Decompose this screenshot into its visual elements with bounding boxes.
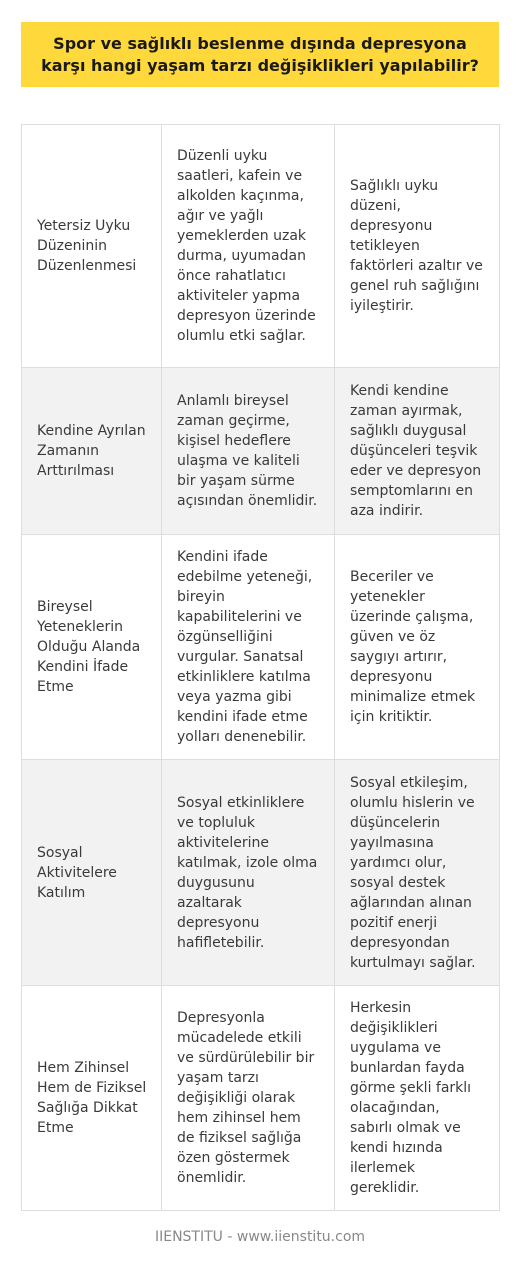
topic-cell: Yetersiz Uyku Düzeninin Düzenlenmesi: [22, 125, 162, 368]
table-row: [22, 986, 500, 1211]
topic-cell: Sosyal Aktivitelere Katılım: [22, 760, 162, 986]
footer-credit: IIENSTITU - www.iienstitu.com: [154, 1229, 366, 1245]
benefit-cell: Kendi kendine zaman ayırmak, sağlıklı duygusal düşünceleri teşvik eder ve depresyon semptomlarını en aza indirir.: [335, 368, 500, 535]
description-cell: Düzenli uyku saatleri, kafein ve alkolden kaçınma, ağır ve yağlı yemeklerden uzak durma, uyumadan önce rahatlatıcı aktiviteler yapma depresyon üzerinde olumlu etki sağlar.: [162, 125, 335, 368]
table-row: [22, 535, 500, 760]
benefit-cell: Herkesin değişiklikleri uygulama ve bunlardan fayda görme şekli farklı olacağından, sabırlı olmak ve kendi hızında ilerlemek gereklidir.: [335, 986, 500, 1211]
topic-cell: Kendine Ayrılan Zamanın Arttırılması: [22, 368, 162, 535]
topic-cell: Hem Zihinsel Hem de Fiziksel Sağlığa Dikkat Etme: [22, 986, 162, 1211]
lifestyle-table-container: [21, 124, 499, 1211]
description-cell: Anlamlı bireysel zaman geçirme, kişisel hedeflere ulaşma ve kaliteli bir yaşam sürme açısından önemlidir.: [162, 368, 335, 535]
table-row: [22, 760, 500, 986]
description-cell: Kendini ifade edebilme yeteneği, bireyin kapabilitelerini ve özgünselliğini vurgular. Sanatsal etkinliklere katılma veya yazma gibi kendini ifade etme yolları denenebilir.: [162, 535, 335, 760]
title-banner: [21, 22, 499, 87]
benefit-cell: Sağlıklı uyku düzeni, depresyonu tetikleyen faktörleri azaltır ve genel ruh sağlığını iyileştirir.: [335, 125, 500, 368]
lifestyle-table: [21, 124, 500, 1211]
benefit-cell: Beceriler ve yetenekler üzerinde çalışma, güven ve öz saygıyı artırır, depresyonu minimalize etmek için kritiktir.: [335, 535, 500, 760]
description-cell: Sosyal etkinliklere ve topluluk aktivitelerine katılmak, izole olma duygusunu azaltarak depresyonu hafifletebilir.: [162, 760, 335, 986]
table-row: [22, 368, 500, 535]
topic-cell: Bireysel Yeteneklerin Olduğu Alanda Kendini İfade Etme: [22, 535, 162, 760]
page-title: Spor ve sağlıklı beslenme dışında depresyona karşı hangi yaşam tarzı değişiklikleri yapılabilir?: [41, 33, 479, 75]
benefit-cell: Sosyal etkileşim, olumlu hislerin ve düşüncelerin yayılmasına yardımcı olur, sosyal destek ağlarından alınan pozitif enerji depresyondan kurtulmayı sağlar.: [335, 760, 500, 986]
description-cell: Depresyonla mücadelede etkili ve sürdürülebilir bir yaşam tarzı değişikliği olarak hem zihinsel hem de fiziksel sağlığa özen göstermek önemlidir.: [162, 986, 335, 1211]
table-row: [22, 125, 500, 368]
